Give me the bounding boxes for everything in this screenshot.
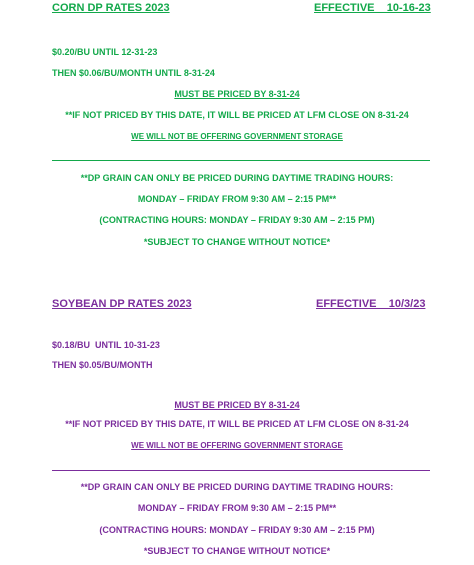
corn-subject-to-change: *SUBJECT TO CHANGE WITHOUT NOTICE* [143,237,331,247]
soybean-rate-line-1: $0.18/BU UNTIL 10-31-23 [52,340,160,350]
corn-effective-date: EFFECTIVE 10-16-23 [314,2,431,14]
corn-no-government-storage: WE WILL NOT BE OFFERING GOVERNMENT STORAGE [131,132,343,141]
soybean-effective-date: EFFECTIVE 10/3/23 [316,298,426,310]
soybean-not-priced-note: **IF NOT PRICED BY THIS DATE, IT WILL BE PRICED AT LFM CLOSE ON 8-31-24 [65,419,409,429]
corn-divider [52,160,430,161]
corn-dp-grain-note: **DP GRAIN CAN ONLY BE PRICED DURING DAYTIME TRADING HOURS: [80,173,394,183]
soybean-must-be-priced: MUST BE PRICED BY 8-31-24 [174,400,300,410]
soybean-divider [52,470,430,471]
corn-contracting-hours: (CONTRACTING HOURS: MONDAY – FRIDAY 9:30 AM – 2:15 PM) [99,215,375,225]
soybean-trading-hours: MONDAY – FRIDAY FROM 9:30 AM – 2:15 PM** [137,503,337,513]
corn-not-priced-note: **IF NOT PRICED BY THIS DATE, IT WILL BE PRICED AT LFM CLOSE ON 8-31-24 [65,110,409,120]
corn-title: CORN DP RATES 2023 [52,2,170,14]
soybean-rate-line-2: THEN $0.05/BU/MONTH [52,360,153,370]
soybean-subject-to-change: *SUBJECT TO CHANGE WITHOUT NOTICE* [143,546,331,556]
corn-must-be-priced: MUST BE PRICED BY 8-31-24 [174,89,300,99]
soybean-dp-grain-note: **DP GRAIN CAN ONLY BE PRICED DURING DAYTIME TRADING HOURS: [80,482,394,492]
corn-trading-hours: MONDAY – FRIDAY FROM 9:30 AM – 2:15 PM** [137,194,337,204]
corn-rate-line-2: THEN $0.06/BU/MONTH UNTIL 8-31-24 [52,68,215,78]
corn-rate-line-1: $0.20/BU UNTIL 12-31-23 [52,47,158,57]
soybean-contracting-hours: (CONTRACTING HOURS: MONDAY – FRIDAY 9:30 AM – 2:15 PM) [99,525,375,535]
soybean-title: SOYBEAN DP RATES 2023 [52,298,192,310]
soybean-no-government-storage: WE WILL NOT BE OFFERING GOVERNMENT STORAGE [131,441,343,450]
